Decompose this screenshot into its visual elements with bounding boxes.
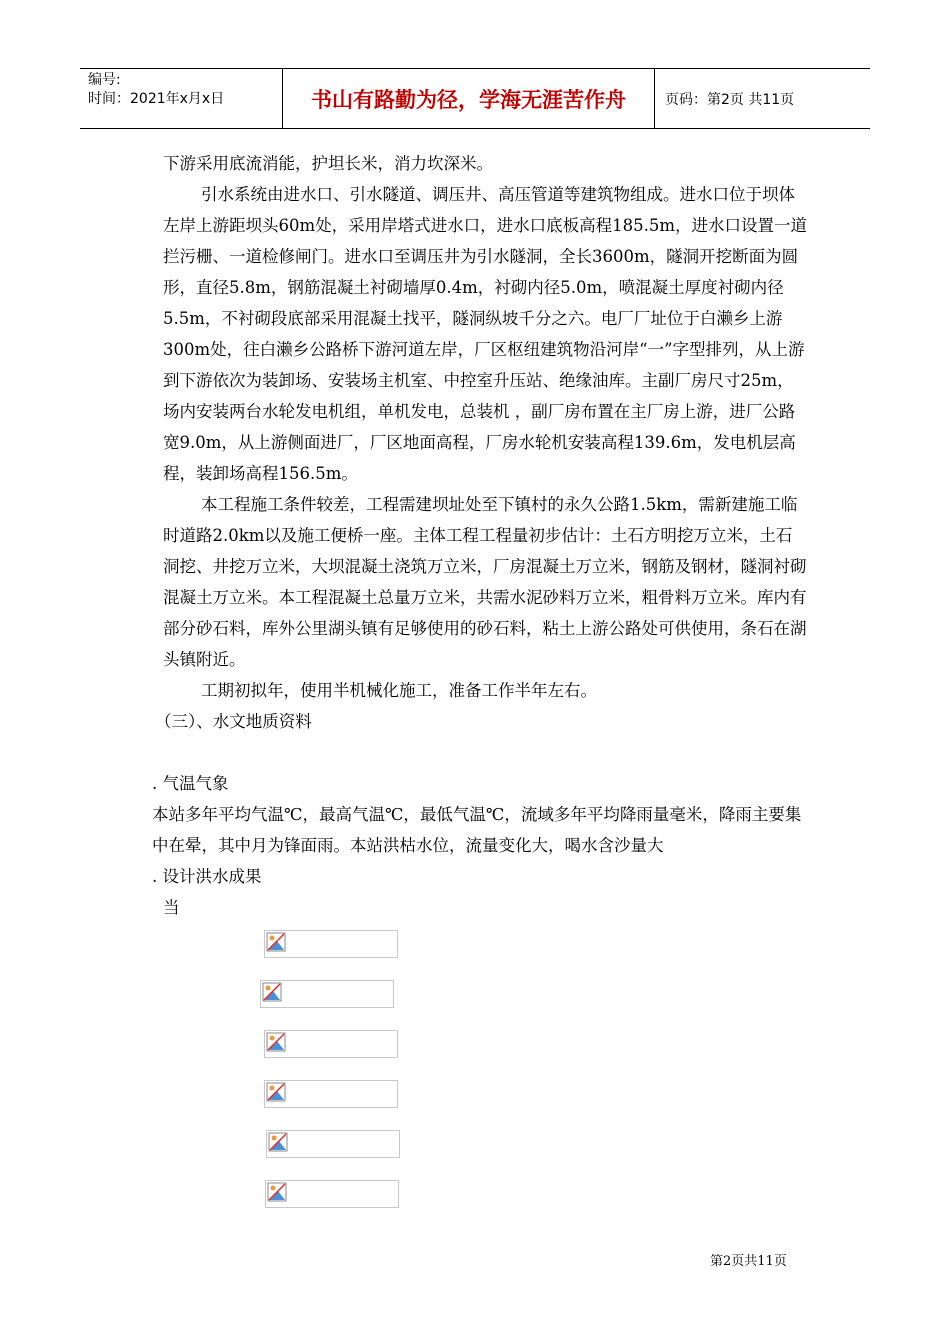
- paragraph-3: 本工程施工条件较差，工程需建坝址处至下镇村的永久公路1.5km，需新建施工临时道路2.0km以及施工便桥一座。主体工程工程量初步估计：土石方明挖万立米，土石洞挖、井挖万立米，大坝混凝土浇筑万立米，厂房混凝土万立米，钢筋及钢材，隧洞衬砌混凝土万立米。本工程混凝土总量万立米，共需水泥砂料万立米，粗骨料万立米。库内有部分砂石料，库外公里湖头镇有足够使用的砂石料，粘土上游公路处可供使用，条石在湖头镇附近。: [163, 495, 807, 669]
- page-header: [80, 68, 870, 129]
- broken-image-icon: [266, 1082, 286, 1102]
- climate-paragraph: 本站多年平均气温℃，最高气温℃，最低气温℃，流域多年平均降雨量毫米，降雨主要集中在晕，其中月为锋面雨。本站洪枯水位，流量变化大，喝水含沙量大: [152, 805, 802, 855]
- broken-image-2: [260, 980, 394, 1008]
- broken-image-icon: [262, 982, 282, 1002]
- broken-image-6: [265, 1180, 399, 1208]
- dang-text: 当: [163, 898, 180, 917]
- broken-image-1: [264, 930, 398, 958]
- broken-image-5: [266, 1130, 400, 1158]
- broken-image-icon: [268, 1132, 288, 1152]
- header-page-label: 页码：第2页 共11页: [665, 91, 795, 108]
- broken-image-icon: [267, 1182, 287, 1202]
- broken-image-icon: [266, 932, 286, 952]
- page-footer: 第2页共11页: [710, 1254, 787, 1269]
- sub-heading-climate: . 气温气象: [152, 774, 229, 793]
- paragraph-2: 引水系统由进水口、引水隧道、调压井、高压管道等建筑物组成。进水口位于坝体左岸上游距坝头60m处，采用岸塔式进水口，进水口底板高程185.5m，进水口设置一道拦污栅、一道检修闸门。进水口至调压井为引水隧洞，全长3600m，隧洞开挖断面为圆形，直径5.8m，钢筋混凝土衬砌墙厚0.4m，衬砌内径5.0m，喷混凝土厚度衬砌内径5.5m，不衬砌段底部采用混凝土找平，隧洞纵坡千分之六。电厂厂址位于白濑乡上游300m处，往白濑乡公路桥下游河道左岸，厂区枢纽建筑物沿河岸“一”字型排列，从上游到下游依次为装卸场、安装场主机室、中控室升压站、绝缘油库。主副厂房尺寸25m，场内安装两台水轮发电机组，单机发电，总装机 ，副厂房布置在主厂房上游，进厂公路宽9.0m，从上游侧面进厂，厂区地面高程，厂房水轮机安装高程139.6m，发电机层高程，装卸场高程156.5m。: [163, 185, 808, 483]
- broken-image-3: [264, 1030, 398, 1058]
- header-motto: 书山有路勤为径，学海无涯苦作舟: [282, 69, 655, 128]
- broken-image-4: [264, 1080, 398, 1108]
- paragraph-1: 下游采用底流消能，护坦长米，消力坎深米。: [163, 154, 493, 173]
- sub-heading-flood: . 设计洪水成果: [152, 867, 262, 886]
- broken-image-icon: [266, 1032, 286, 1052]
- document-body: [155, 148, 808, 737]
- code-label: 编号:: [88, 72, 121, 88]
- section-heading: （三）、水文地质资料: [155, 712, 312, 731]
- paragraph-4: 工期初拟年，使用半机械化施工，准备工作半年左右。: [201, 681, 597, 700]
- date-label: 时间：2021年x月x日: [88, 91, 225, 107]
- header-meta: [80, 69, 282, 128]
